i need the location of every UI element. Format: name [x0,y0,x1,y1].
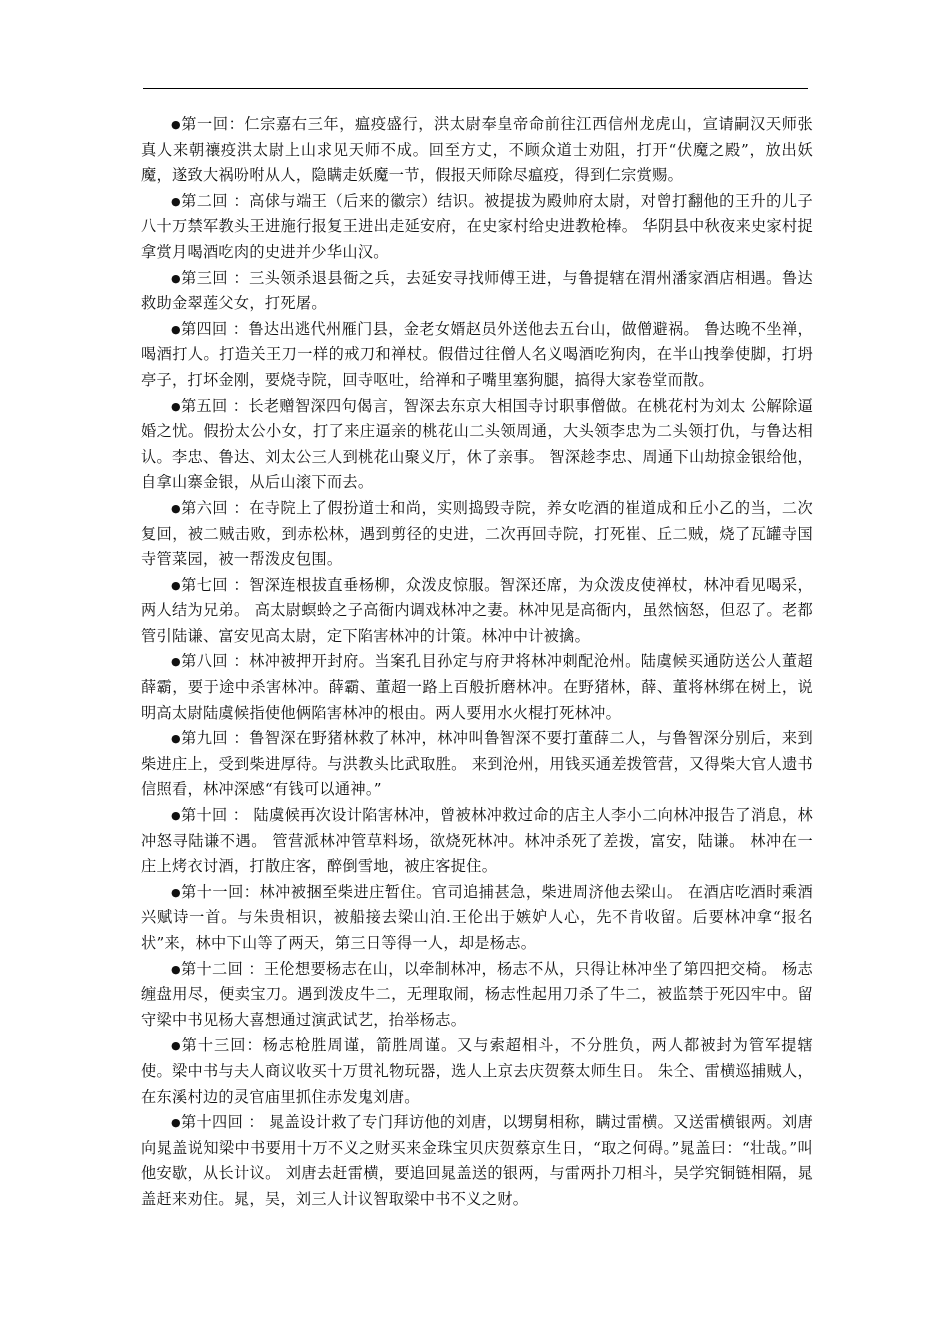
chapter-summary-4 [141,317,813,394]
chapter-summary-8 [141,649,813,726]
chapter-summary-10 [141,803,813,880]
chapter-summary-11 [141,880,813,957]
bullet-icon: ● [171,501,182,515]
paragraph-text: 第七回 ：智深连根拔直垂杨柳，众泼皮惊服。智深还席，为众泼皮使禅杖，林冲看见喝采，两人结为兄弟。 高太尉螟蛉之子高衙内调戏林冲之妻。林冲见是高衙内，虽然恼怒，但忍了。老都管引陆谦、富安见高太尉，定下陷害林冲的计策。林冲中计被擒。 [141,575,813,645]
paragraph-text: 第二回 ：高俅与端王（后来的徽宗）结识。被提拔为殿帅府太尉，对曾打翻他的王升的儿子八十万禁军教头王进施行报复王进出走延安府，在史家村给史进教枪棒。 华阴县中秋夜来史家村捉拿赏月喝酒吃肉的史进并少华山汉。 [141,191,813,261]
chapter-summary-5 [141,394,813,496]
chapter-summary-7 [141,573,813,650]
paragraph-text: 第十二回 ：王伦想要杨志在山，以牵制林冲，杨志不从，只得让林冲坐了第四把交椅。 杨志缠盘用尽，便卖宝刀。遇到泼皮牛二，无理取闹，杨志性起用刀杀了牛二，被监禁于死囚牢中。留守梁中书见杨大喜想通过演武试艺，抬举杨志。 [141,959,813,1029]
bullet-icon: ● [171,1039,182,1053]
bullet-icon: ● [171,271,182,285]
paragraph-text: 第十回 ： 陆虞候再次设计陷害林冲，曾被林冲救过命的店主人李小二向林冲报告了消息，林冲怒寻陆谦不遇。 管营派林冲管草料场，欲烧死林冲。林冲杀死了差拨，富安，陆谦。 林冲在一庄上烤衣讨酒，打散庄客，醉倒雪地，被庄客捉住。 [141,806,813,876]
bullet-icon: ● [171,399,181,413]
paragraph-text: 第三回 ：三头领杀退县衙之兵，去延安寻找师傅王进，与鲁提辖在渭州潘家酒店相遇。鲁达救助金翠莲父女，打死屠。 [141,268,813,313]
header-rule [143,88,808,89]
bullet-icon: ● [171,962,181,976]
chapter-summary-13 [141,1033,813,1110]
bullet-icon: ● [171,655,182,669]
chapter-summary-9 [141,726,813,803]
document-body [141,112,813,1213]
bullet-icon: ● [171,1116,181,1130]
chapter-summary-12 [141,957,813,1034]
paragraph-text: 第六回 ：在寺院上了假扮道士和尚，实则捣毁寺院，养女吃酒的崔道成和丘小乙的当，二次复回，被二贼击败，到赤松林，遇到剪径的史进，二次再回寺院，打死崔、丘二贼，烧了瓦罐寺国寺管菜园，被一帮泼皮包围。 [141,498,813,569]
paragraph-text: 第九回 ：鲁智深在野猪林救了林冲，林冲叫鲁智深不要打董薛二人，与鲁智深分别后，来到柴进庄上，受到柴进厚待。与洪教头比武取胜。 来到沧州，用钱买通差拨管营，又得柴大官人遗书信照看，林冲深感“有钱可以通神。” [141,729,813,799]
paragraph-text: 第一回：仁宗嘉右三年，瘟疫盛行，洪太尉奉皇帝命前往江西信州龙虎山，宣请嗣汉天师张真人来朝禳疫洪太尉上山求见天师不成。回至方丈，不顾众道士劝阻，打开“伏魔之殿”，放出妖魔，遂致大祸吩咐从人，隐瞒走妖魔一节，假报天师除尽瘟疫，得到仁宗赏赐。 [141,115,813,185]
bullet-icon: ● [171,809,181,823]
chapter-summary-3 [141,266,813,317]
paragraph-text: 第十四回 ： 晁盖设计救了专门拜访他的刘唐，以甥舅相称，瞒过雷横。又送雷横银两。刘唐向晁盖说知梁中书要用十万不义之财买来金珠宝贝庆贺蔡京生日，“取之何碍。”晁盖曰：“壮哉。”叫他安歇，从长计议。 刘唐去赶雷横，要追回晁盖送的银两，与雷两扑刀相斗，吴学究铜链相隔，晁盖赶来劝住。晁，吴，刘三人计议智取梁中书不义之财。 [141,1113,813,1208]
bullet-icon: ● [171,885,182,899]
bullet-icon: ● [171,118,182,131]
paragraph-text: 第八回 ：林冲被押开封府。当案孔目孙定与府尹将林冲刺配沧州。陆虞候买通防送公人董超薛霸，要于途中杀害林冲。薛霸、董超一路上百般折磨林冲。在野猪林，薛、董将林绑在树上，说明高太尉陆虞候指使他俩陷害林冲的根由。两人要用水火棍打死林冲。 [141,652,813,722]
bullet-icon: ● [171,322,181,336]
chapter-summary-2 [141,189,813,266]
chapter-summary-14 [141,1110,813,1212]
bullet-icon: ● [171,194,182,208]
chapter-summary-6 [141,496,813,573]
paragraph-text: 第十三回：杨志枪胜周谨，箭胜周谨。又与索超相斗，不分胜负，两人都被封为管军提辖使。梁中书与夫人商议收买十万贯礼物玩器，选人上京去庆贺蔡太师生日。 朱仝、雷横巡捕贼人，在东溪村边的灵官庙里抓住赤发鬼刘唐。 [141,1036,813,1106]
paragraph-text: 第五回 ：长老赠智深四句偈言，智深去东京大相国寺讨职事僧做。在桃花村为刘太 公解除逼婚之忧。假扮太公小女，打了来庄逼亲的桃花山二头领周通，大头领李忠为二头领打仇，与鲁达相认。李忠、鲁达、刘太公三人到桃花山聚义厅，休了亲事。 智深趁李忠、周通下山劫掠金银给他，自拿山寨金银，从后山滚下而去。 [141,396,813,492]
chapter-summary-1 [141,112,813,189]
paragraph-text: 第四回 ：鲁达出逃代州雁门县，金老女婿赵员外送他去五台山，做僧避祸。 鲁达晚不坐禅，喝酒打人。打造关王刀一样的戒刀和禅杖。假借过往僧人名义喝酒吃狗肉，在半山拽拳使脚，打坍亭子，打坏金刚，要烧寺院，回寺呕吐，给禅和子嘴里塞狗腿，搞得大家卷堂而散。 [141,319,813,389]
bullet-icon: ● [171,578,182,592]
paragraph-text: 第十一回：林冲被捆至柴进庄暂住。官司追捕甚急，柴进周济他去梁山。 在酒店吃酒时乘酒兴赋诗一首。与朱贵相识，被船接去梁山泊.王伦出于嫉妒人心，先不肯收留。后要林冲拿“报名状”来，林中下山等了两天，第三日等得一人，却是杨志。 [141,882,813,952]
bullet-icon: ● [171,732,182,746]
